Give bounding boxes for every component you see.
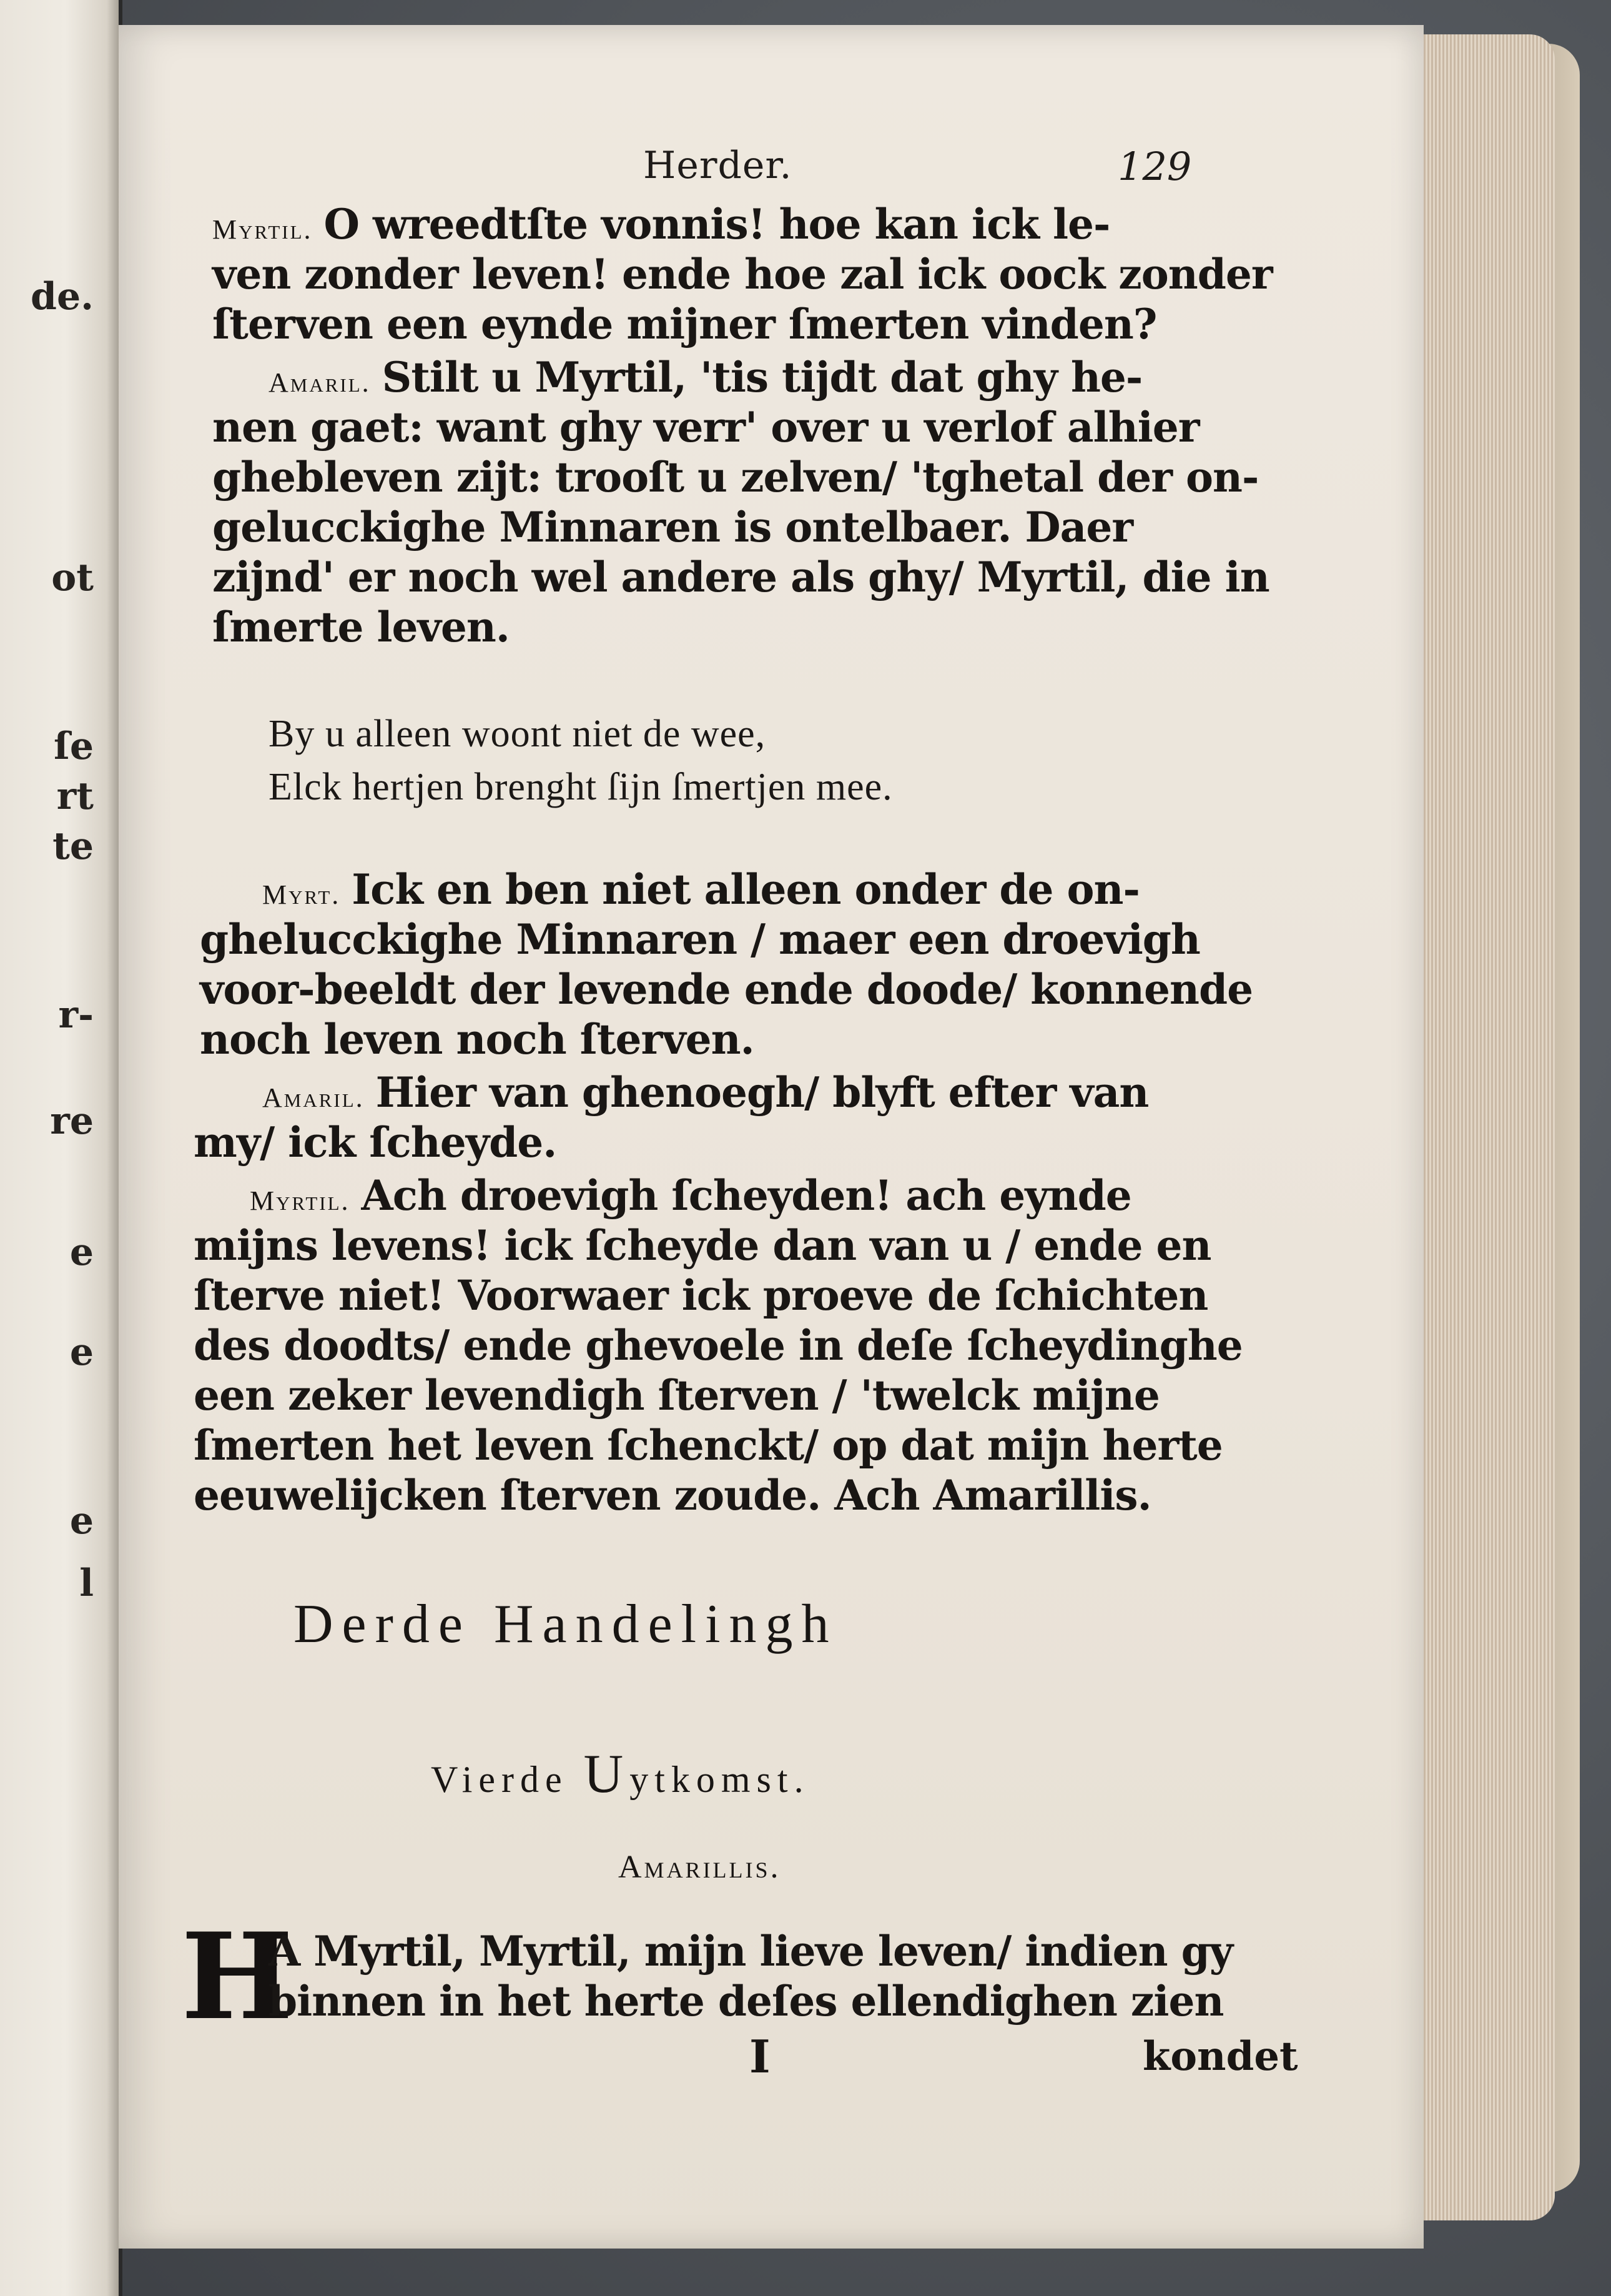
scene-speaker: Amarillis. — [618, 1849, 781, 1885]
text-line: A Myrtil, Myrtil, mijn lieve leven/ indien gy — [268, 1927, 1233, 1976]
page-fore-edge — [1405, 34, 1555, 2220]
text-line: ſterven een eynde mijner ſmerten vinden? — [212, 300, 1157, 349]
drop-capital: H — [181, 1907, 293, 2046]
running-head: Herder. — [643, 144, 792, 187]
text-line: mijns levens! ick ſcheyde dan van u / ende en — [194, 1221, 1211, 1270]
verse-line: By u alleen woont niet de wee, — [268, 713, 766, 755]
text-line: binnen in het herte deſes ellendighen zien — [268, 1977, 1224, 2026]
left-page-fragment: te — [52, 824, 94, 868]
speaker-label: Myrtil. — [250, 1185, 350, 1216]
text-line: zijnd' er noch wel andere als ghy/ Myrtil, die in — [212, 553, 1269, 601]
left-page-fragment: rt — [56, 774, 94, 818]
text-line: ſmerten het leven ſchenckt/ op dat mijn herte — [194, 1421, 1223, 1470]
left-page-fragment: e — [69, 1499, 94, 1543]
act-heading: Derde Handelingh — [293, 1594, 838, 1655]
left-page-fragment: de. — [30, 275, 94, 319]
scene-heading-rest: ytkomst. — [629, 1759, 810, 1800]
speaker-label: Myrtil. — [212, 214, 313, 245]
page-number: 129 — [1118, 144, 1192, 189]
left-page-fragment: re — [50, 1099, 94, 1143]
text-line: Amaril. Stilt u Myrtil, 'tis tijdt dat ghy he- — [268, 353, 1143, 402]
text-line: gelucckighe Minnaren is ontelbaer. Daer — [212, 503, 1133, 552]
left-page-fragment: r- — [58, 993, 94, 1037]
speaker-label: Amaril. — [262, 1082, 365, 1113]
text-line: des doodts/ ende ghevoele in deſe ſcheydinghe — [194, 1321, 1243, 1370]
text-line: ghelucckighe Minnaren / maer een droevigh — [200, 915, 1200, 964]
text-line: ſmerte leven. — [212, 603, 510, 651]
text-line: noch leven noch ſterven. — [200, 1015, 754, 1064]
left-page — [0, 0, 122, 2296]
left-page-fragment: ſe — [54, 725, 94, 768]
text-line: Amaril. Hier van ghenoegh/ blyft efter van — [262, 1068, 1149, 1117]
speaker-label: Myrt. — [262, 879, 341, 910]
scene-heading-initial: U — [583, 1744, 630, 1804]
text-line: voor-beeldt der levende ende doode/ konnende — [200, 965, 1253, 1014]
speaker-label: Amaril. — [268, 367, 371, 398]
catchword: kondet — [1143, 2033, 1298, 2080]
text-line: eeuwelijcken ſterven zoude. Ach Amarillis. — [194, 1471, 1151, 1520]
left-page-fragment: l — [79, 1561, 94, 1605]
scene-heading — [431, 1743, 810, 1806]
text-line: Myrtil. O wreedtſte vonnis! hoe kan ick le- — [212, 200, 1110, 249]
left-page-fragment: e — [69, 1330, 94, 1374]
text-line: Myrtil. Ach droevigh ſcheyden! ach eynde — [250, 1171, 1131, 1220]
text-line: ven zonder leven! ende hoe zal ick oock zonder — [212, 250, 1273, 299]
verse-line: Elck hertjen brenght ſijn ſmertjen mee. — [268, 766, 893, 808]
text-line: ſterve niet! Voorwaer ick proeve de ſchichten — [194, 1271, 1208, 1320]
text-line: my/ ick ſcheyde. — [194, 1118, 557, 1167]
scene-heading-prefix: Vierde — [431, 1759, 568, 1800]
text-line: Myrt. Ick en ben niet alleen onder de on- — [262, 865, 1140, 914]
left-page-fragment: ot — [51, 556, 94, 600]
text-line: nen gaet: want ghy verr' over u verlof alhier — [212, 403, 1200, 452]
signature-mark: I — [749, 2030, 771, 2083]
text-line: een zeker levendigh ſterven / 'twelck mijne — [194, 1371, 1160, 1420]
left-page-fragment: e — [69, 1230, 94, 1274]
text-line: ghebleven zijt: trooſt u zelven/ 'tghetal der on- — [212, 453, 1259, 502]
